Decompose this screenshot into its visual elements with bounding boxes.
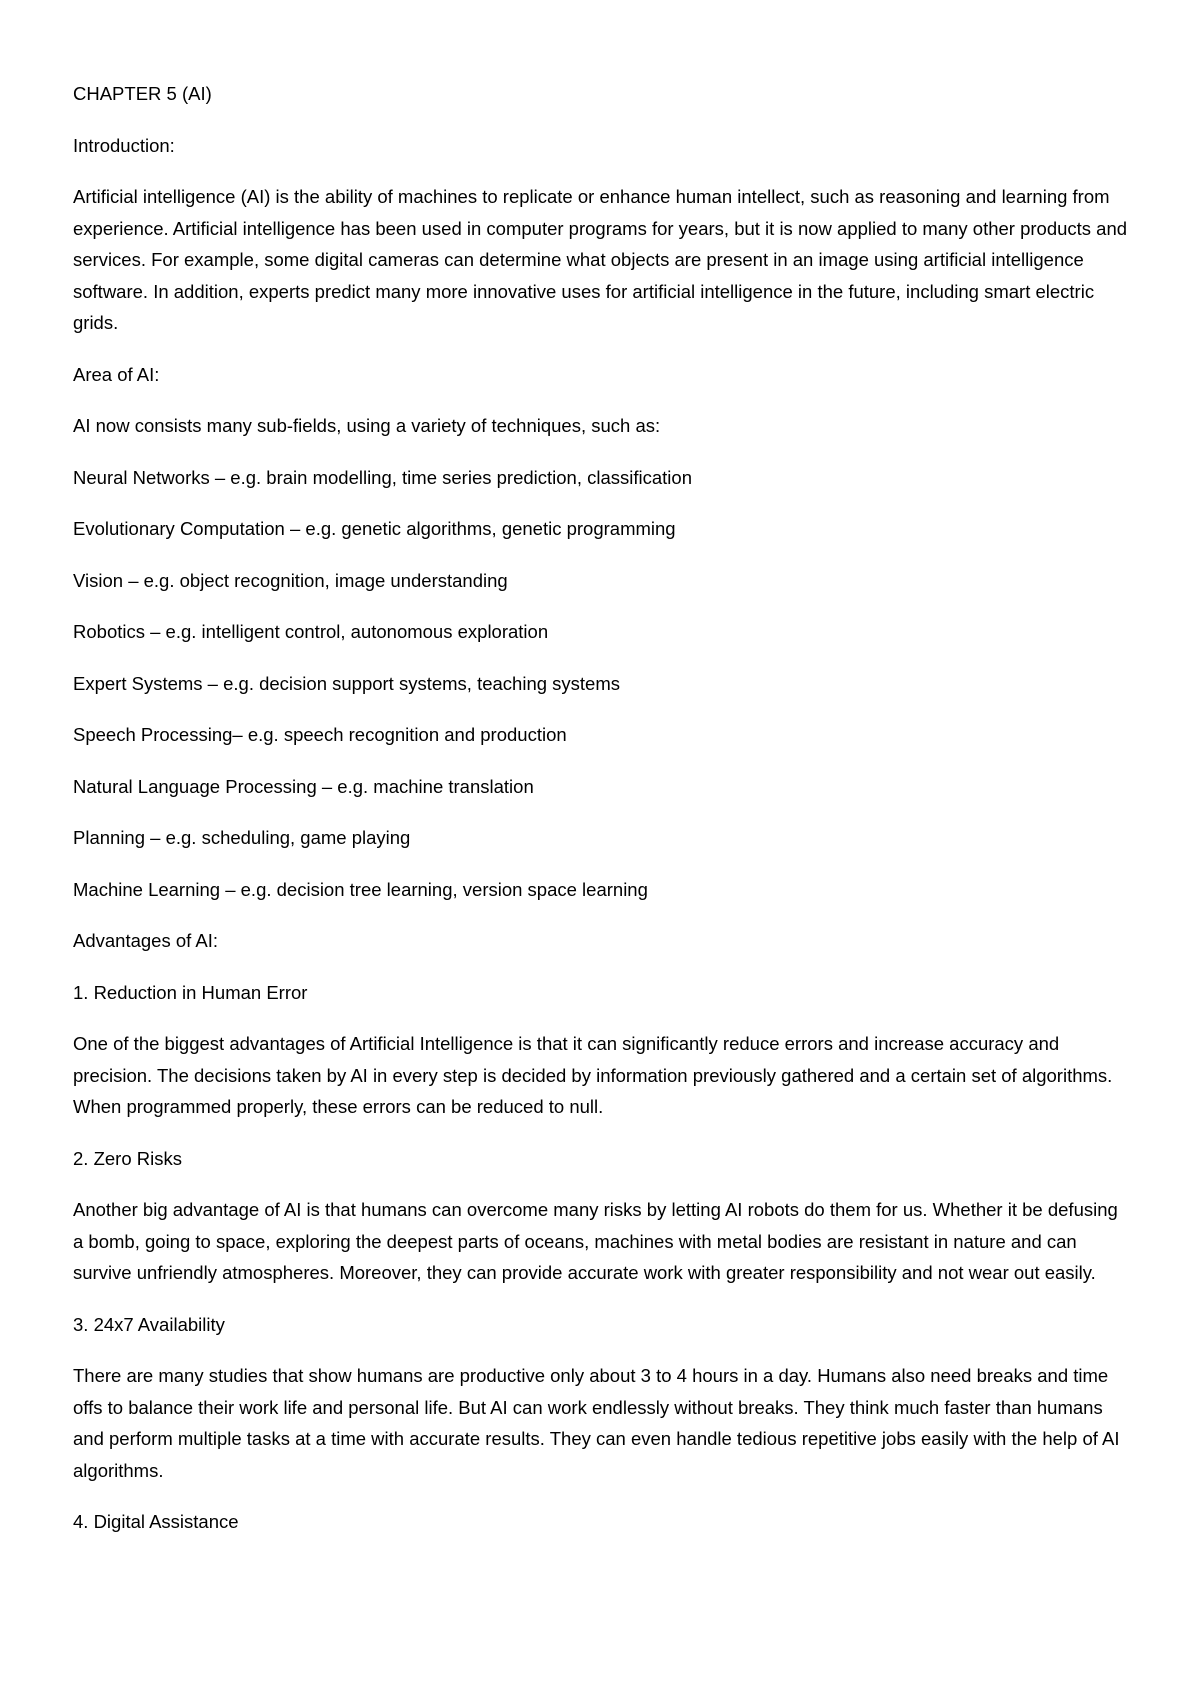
area-item-speech-processing: Speech Processing– e.g. speech recognition and production <box>73 724 567 745</box>
advantage-text-2: Another big advantage of AI is that humans can overcome many risks by letting AI robots do them for us. Whether it be defusing a bomb, going to space, exploring the deepest parts of oceans, machines with metal bodies are resistant in nature and can survive unfriendly atmospheres. Moreover, they can provide accurate work with greater responsibility and not wear out easily. <box>73 1199 1118 1283</box>
area-heading: Area of AI: <box>73 363 160 385</box>
area-item-natural-language-processing: Natural Language Processing – e.g. machine translation <box>73 775 534 797</box>
advantages-heading: Advantages of AI: <box>73 930 219 951</box>
area-item-expert-systems: Expert Systems – e.g. decision support systems, teaching systems <box>73 672 621 694</box>
advantage-title-4: 4. Digital Assistance <box>73 1511 239 1532</box>
intro-heading: Introduction: <box>73 134 175 156</box>
area-item-evolutionary-computation: Evolutionary Computation – e.g. genetic algorithms, genetic programming <box>73 518 676 539</box>
advantage-title-1: 1. Reduction in Human Error <box>73 981 308 1003</box>
area-intro: AI now consists many sub-fields, using a variety of techniques, such as: <box>73 415 661 436</box>
chapter-title: CHAPTER 5 (AI) <box>73 83 212 104</box>
area-item-vision: Vision – e.g. object recognition, image understanding <box>73 569 508 591</box>
area-item-neural-networks: Neural Networks – e.g. brain modelling, time series prediction, classification <box>73 466 692 488</box>
area-item-robotics: Robotics – e.g. intelligent control, autonomous exploration <box>73 621 549 642</box>
advantage-title-3: 3. 24x7 Availability <box>73 1313 225 1335</box>
advantage-text-1: One of the biggest advantages of Artificial Intelligence is that it can significantly reduce errors and increase accuracy and precision. The decisions taken by AI in every step is decided by information previously gathered and a certain set of algorithms. When programmed properly, these errors can be reduced to null. <box>73 1033 1113 1117</box>
area-item-machine-learning: Machine Learning – e.g. decision tree learning, version space learning <box>73 878 648 900</box>
intro-paragraph: Artificial intelligence (AI) is the ability of machines to replicate or enhance human intellect, such as reasoning and learning from experience. Artificial intelligence has been used in computer programs for years, but it is now applied to many other products and services. For example, some digital cameras can determine what objects are present in an image using artificial intelligence software. In addition, experts predict many more innovative uses for artificial intelligence in the future, including smart electric grids. <box>73 186 1128 333</box>
advantage-title-2: 2. Zero Risks <box>73 1147 182 1169</box>
area-item-planning: Planning – e.g. scheduling, game playing <box>73 827 411 848</box>
advantage-text-3: There are many studies that show humans are productive only about 3 to 4 hours in a day. Humans also need breaks and time offs to balance their work life and personal life. But AI can work endlessly without breaks. They think much faster than humans and perform multiple tasks at a time with accurate results. They can even handle tedious repetitive jobs easily with the help of AI algorithms. <box>73 1365 1120 1481</box>
